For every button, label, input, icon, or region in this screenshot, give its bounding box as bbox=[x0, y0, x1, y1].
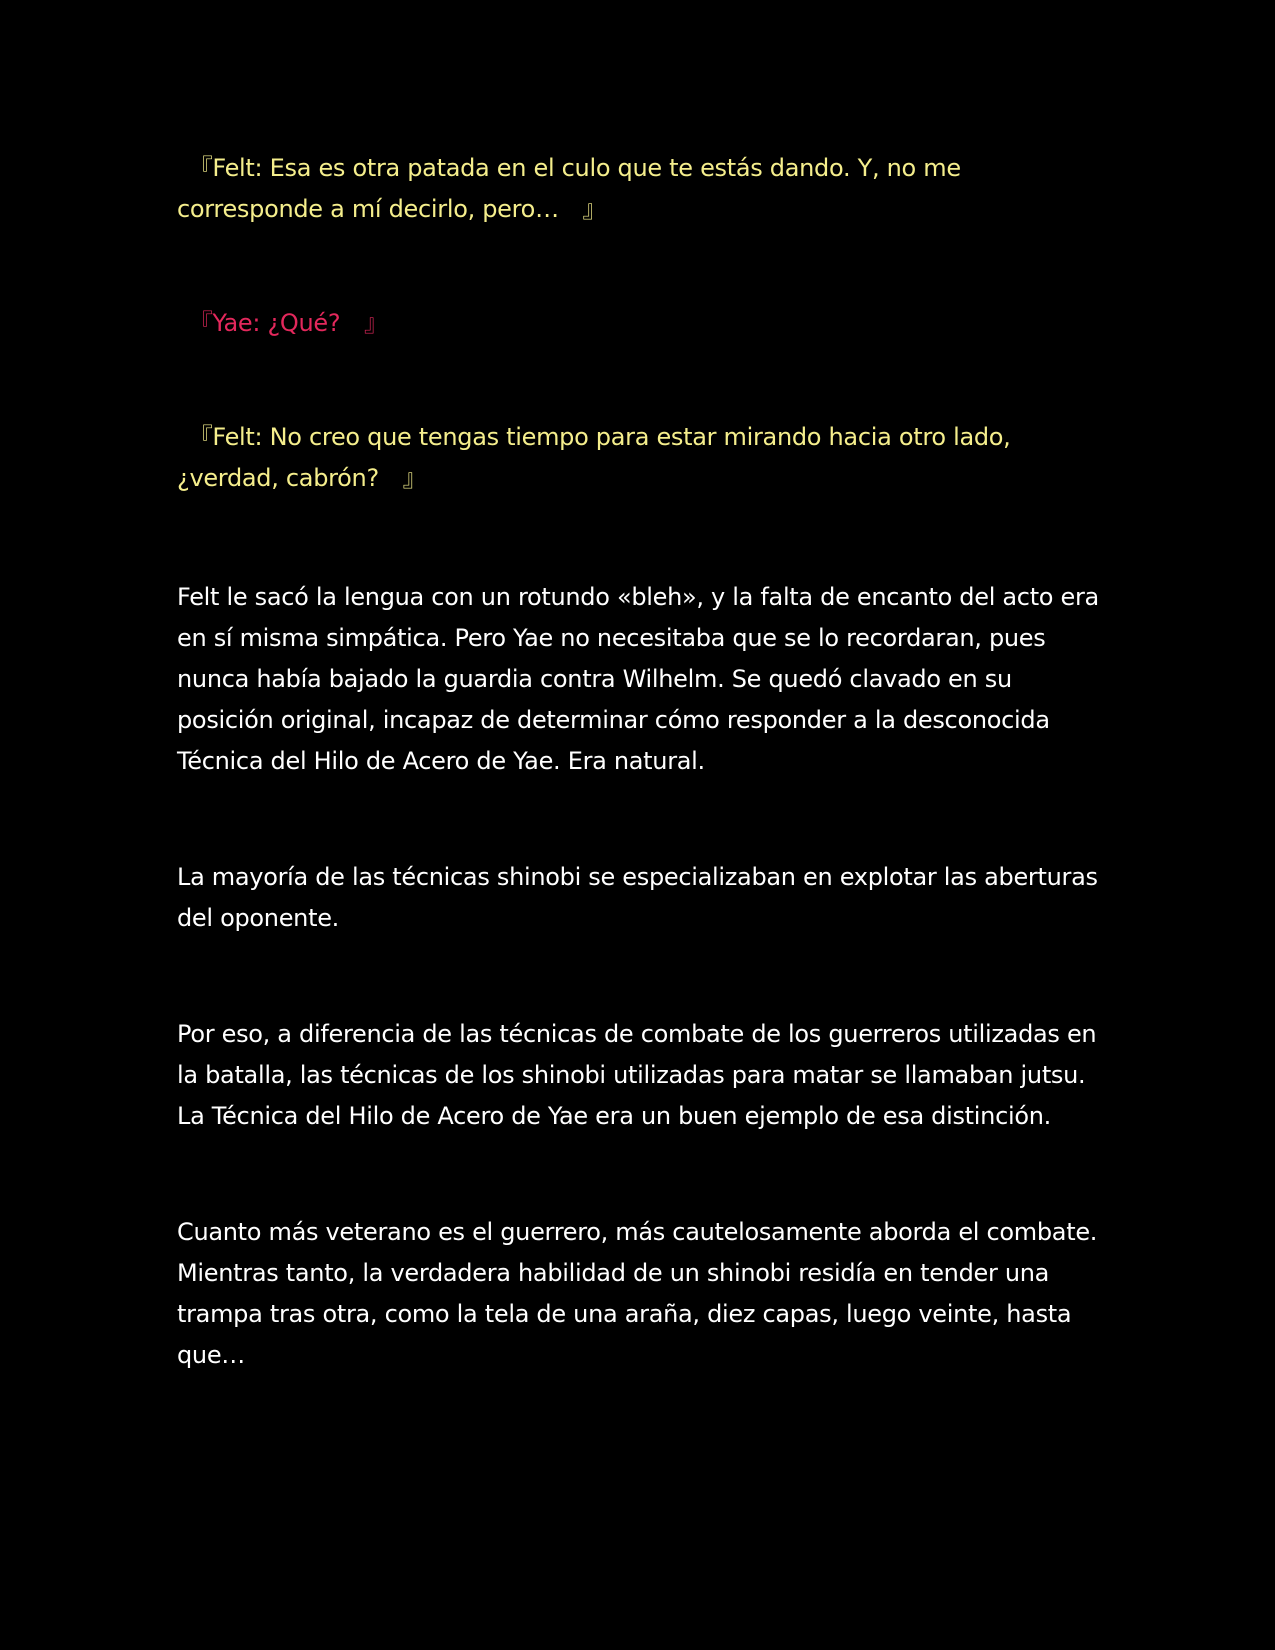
dialogue-felt-2: 『Felt: No creo que tengas tiempo para estar mirando hacia otro lado, ¿verdad, cabrón? 』 bbox=[177, 423, 1011, 492]
spacer bbox=[177, 782, 1112, 857]
paragraph-1: Felt le sacó la lengua con un rotundo «bleh», y la falta de encanto del acto era en sí misma simpática. Pero Yae no necesitaba que se lo recordaran, pues nunca había bajado la guardia contra Wilhelm. Se quedó clavado en su posición original, incapaz de determinar cómo responder a la desconocida Técnica del Hilo de Acero de Yae. Era natural. bbox=[177, 583, 1099, 775]
paragraph-3: Por eso, a diferencia de las técnicas de combate de los guerreros utilizadas en la batalla, las técnicas de los shinobi utilizadas para matar se llamaban jutsu. La Técnica del Hilo de Acero de Yae era un buen ejemplo de esa distinción. bbox=[177, 1020, 1097, 1130]
spacer bbox=[177, 1137, 1112, 1212]
dialogue-yae: 『Yae: ¿Qué? 』 bbox=[177, 309, 388, 337]
spacer bbox=[177, 499, 1112, 577]
paragraph-4: Cuanto más veterano es el guerrero, más cautelosamente aborda el combate. Mientras tanto, la verdadera habilidad de un shinobi residía en tender una trampa tras otra, como la tela de una araña, diez capas, luego veinte, hasta que… bbox=[177, 1218, 1098, 1369]
dialogue-felt-1: 『Felt: Esa es otra patada en el culo que te estás dando. Y, no me corresponde a mí decirlo, pero… 』 bbox=[177, 154, 961, 223]
spacer bbox=[177, 344, 1112, 417]
spacer bbox=[177, 939, 1112, 1014]
document-page bbox=[177, 148, 1112, 1376]
spacer bbox=[177, 230, 1112, 303]
paragraph-2: La mayoría de las técnicas shinobi se especializaban en explotar las aberturas del oponente. bbox=[177, 863, 1098, 932]
